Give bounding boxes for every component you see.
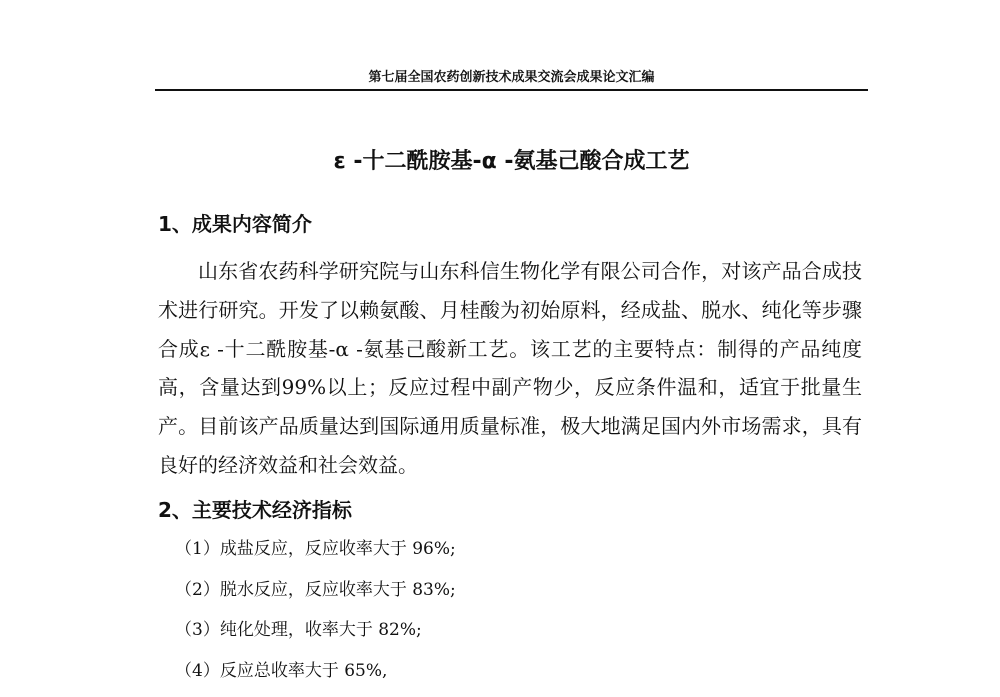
section-1-paragraph: 山东省农药科学研究院与山东科信生物化学有限公司合作，对该产品合成技术进行研究。开发了以赖氨酸、月桂酸为初始原料，经成盐、脱水、纯化等步骤合成ε -十二酰胺基-α -氨基己酸新工艺。该工艺的主要特点：制得的产品纯度高，含量达到99%以上；反应过程中副产物少，反应条件温和，适宜于批量生产。目前该产品质量达到国际通用质量标准，极大地满足国内外市场需求，具有良好的经济效益和社会效益。 [158, 252, 862, 485]
list-item: （4）反应总收率大于 65%, [175, 657, 456, 697]
indicator-list [175, 535, 456, 697]
section-2-heading: 2、主要技术经济指标 [158, 494, 352, 523]
running-header: 第七届全国农药创新技术成果交流会成果论文汇编 [155, 66, 868, 85]
list-item: （3）纯化处理，收率大于 82%; [175, 616, 456, 657]
header-rule [155, 89, 868, 91]
list-item: （1）成盐反应，反应收率大于 96%; [175, 535, 456, 576]
section-1-heading: 1、成果内容简介 [158, 208, 312, 237]
list-item: （2）脱水反应，反应收率大于 83%; [175, 576, 456, 617]
document-title: ε -十二酰胺基-α -氨基己酸合成工艺 [155, 144, 868, 175]
